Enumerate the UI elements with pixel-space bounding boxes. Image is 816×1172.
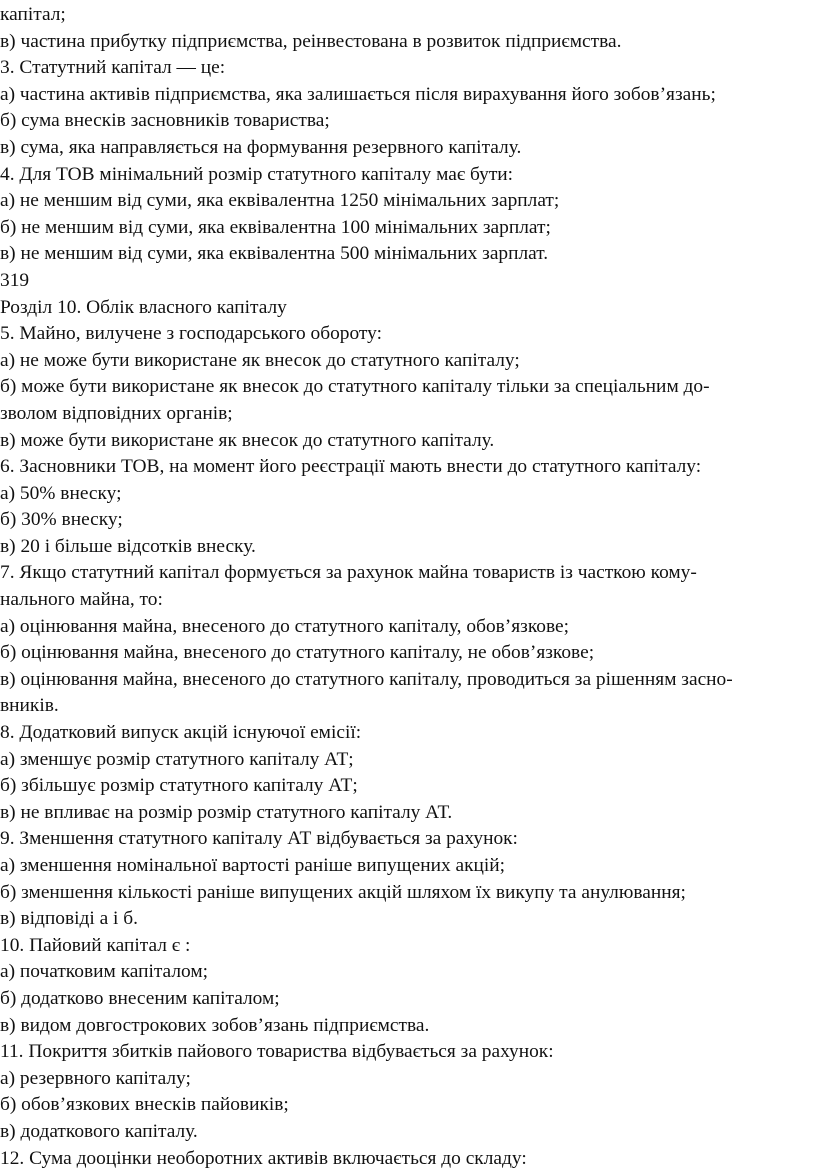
answer-option: а) початковим капіталом; bbox=[0, 961, 208, 983]
answer-option: б) додатково внесеним капіталом; bbox=[0, 987, 280, 1009]
answer-option: в) додаткового капіталу. bbox=[0, 1120, 198, 1142]
question-5: 5. Майно, вилучене з господарського обороту: bbox=[0, 323, 382, 345]
answer-option: б) може бути використане як внесок до статутного капіталу тільки за спеціальним до- bbox=[0, 376, 710, 398]
answer-option: в) оцінювання майна, внесеного до статутного капіталу, проводиться за рішенням засно- bbox=[0, 668, 733, 690]
answer-option: в) видом довгострокових зобов’язань підприємства. bbox=[0, 1014, 430, 1036]
answer-option-continued: зволом відповідних органів; bbox=[0, 402, 233, 424]
answer-option: б) 30% внеску; bbox=[0, 509, 123, 531]
answer-option: в) не меншим від суми, яка еквівалентна 500 мінімальних зарплат. bbox=[0, 243, 549, 265]
question-3: 3. Статутний капітал — це: bbox=[0, 57, 226, 79]
answer-option: в) відповіді а і б. bbox=[0, 908, 138, 930]
question-7-continued: нального майна, то: bbox=[0, 589, 163, 611]
answer-option: а) оцінювання майна, внесеного до статутного капіталу, обов’язкове; bbox=[0, 615, 569, 637]
answer-option: а) зменшує розмір статутного капіталу АТ; bbox=[0, 748, 354, 770]
answer-option: в) може бути використане як внесок до статутного капіталу. bbox=[0, 429, 495, 451]
question-4: 4. Для ТОВ мінімальний розмір статутного капіталу має бути: bbox=[0, 163, 514, 185]
answer-option: а) не може бути використане як внесок до статутного капіталу; bbox=[0, 349, 520, 371]
answer-option: б) зменшення кількості раніше випущених акцій шляхом їх викупу та анулювання; bbox=[0, 881, 686, 903]
page-number: 319 bbox=[0, 269, 30, 291]
question-8: 8. Додатковий випуск акцій існуючої емісії: bbox=[0, 722, 362, 744]
answer-option: а) 50% внеску; bbox=[0, 482, 122, 504]
answer-option-continued: вників. bbox=[0, 695, 59, 717]
answer-option: а) резервного капіталу; bbox=[0, 1067, 191, 1089]
answer-option: б) обов’язкових внесків пайовиків; bbox=[0, 1094, 289, 1116]
question-6: 6. Засновники ТОВ, на момент його реєстрації мають внести до статутного капіталу: bbox=[0, 456, 702, 478]
answer-option: в) частина прибутку підприємства, реінвестована в розвиток підприємства. bbox=[0, 30, 622, 52]
text-line: капітал; bbox=[0, 4, 66, 25]
question-7: 7. Якщо статутний капітал формується за рахунок майна товариств із часткою кому- bbox=[0, 562, 697, 584]
question-12: 12. Сума дооцінки необоротних активів включається до складу: bbox=[0, 1147, 527, 1169]
question-10: 10. Пайовий капітал є : bbox=[0, 934, 191, 956]
answer-option: а) частина активів підприємства, яка залишається після вирахування його зобов’язань; bbox=[0, 83, 716, 105]
answer-option: б) збільшує розмір статутного капіталу АТ; bbox=[0, 775, 358, 797]
answer-option: в) сума, яка направляється на формування резервного капіталу. bbox=[0, 136, 522, 158]
answer-option: в) не впливає на розмір розмір статутного капіталу АТ. bbox=[0, 801, 453, 823]
answer-option: а) зменшення номінальної вартості раніше випущених акцій; bbox=[0, 855, 506, 876]
question-9: 9. Зменшення статутного капіталу АТ відбувається за рахунок: bbox=[0, 828, 518, 850]
answer-option: б) не меншим від суми, яка еквівалентна 100 мінімальних зарплат; bbox=[0, 216, 551, 238]
answer-option: а) не меншим від суми, яка еквівалентна 1250 мінімальних зарплат; bbox=[0, 190, 560, 212]
answer-option: б) оцінювання майна, внесеного до статутного капіталу, не обов’язкове; bbox=[0, 642, 595, 664]
answer-option: в) 20 і більше відсотків внеску. bbox=[0, 535, 256, 557]
section-header: Розділ 10. Облік власного капіталу bbox=[0, 296, 287, 318]
question-11: 11. Покриття збитків пайового товариства відбувається за рахунок: bbox=[0, 1041, 554, 1063]
answer-option: б) сума внесків засновників товариства; bbox=[0, 110, 330, 132]
